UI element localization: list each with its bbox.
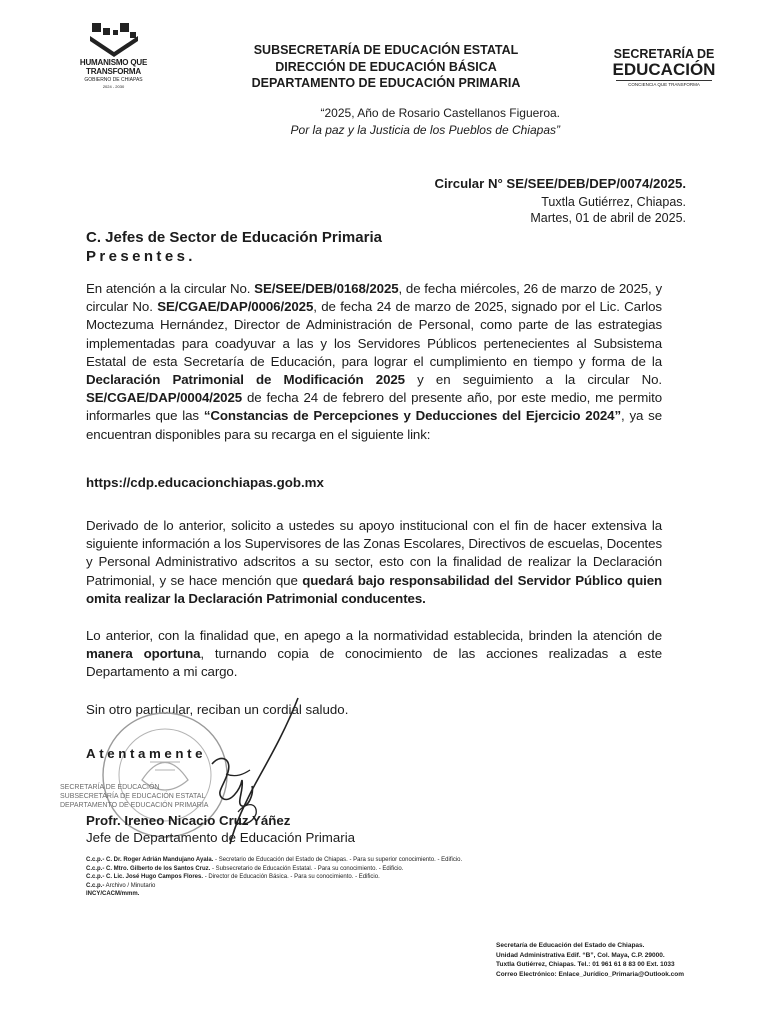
body-paragraph-2 bbox=[86, 517, 662, 608]
text-run: Lo anterior, con la finalidad que, en apego a la normatividad establecida, brinden la atención de bbox=[86, 628, 662, 643]
ccp-line bbox=[86, 873, 686, 882]
text-run: - Subsecretario de Educación Estatal. - Para su conocimiento. - Edificio. bbox=[210, 865, 404, 872]
signer-name: Profr. Ireneo Nicacio Cruz Yáñez bbox=[86, 813, 291, 828]
logo-right-line1: SECRETARÍA DE bbox=[613, 47, 715, 61]
text-run: - Director de Educación Básica. - Para su conocimiento. - Edificio. bbox=[203, 874, 380, 881]
logo-right-divider bbox=[616, 80, 712, 81]
bold-text-run: SE/CGAE/DAP/0006/2025 bbox=[157, 299, 314, 315]
footer-line2: Unidad Administrativa Edif. “B”, Col. Maya, C.P. 29000. bbox=[496, 951, 665, 959]
bold-text-run: INCY/CACM/mmm. bbox=[86, 891, 140, 898]
bold-text-run: manera oportuna bbox=[86, 646, 201, 662]
text-run: Derivado de lo anterior, solicito a ustedes su apoyo institucional con el fin de hacer extensiva la siguiente información a los Supervisores de las Zonas Escolares, Directivos de escuelas, Docentes y Personal Administrativo adscritos a su sector, esto con la finalidad de realizar la Declaración Patrimonial, y se hace mención que bbox=[86, 518, 662, 588]
text-run: - Secretario de Educación del Estado de Chiapas. - Para su superior conocimiento. - Edificio. bbox=[213, 857, 463, 863]
footer-line3: Tuxtla Gutiérrez, Chiapas. Tel.: 01 961 61 8 83 00 Ext. 1033 bbox=[496, 961, 675, 969]
ccp-line bbox=[86, 890, 686, 899]
stamp-line3: DEPARTAMENTO DE EDUCACIÓN PRIMARIA bbox=[60, 802, 209, 809]
footer-line1: Secretaría de Educación del Estado de Chiapas. bbox=[496, 942, 645, 949]
ccp-line bbox=[86, 882, 686, 891]
handwritten-signature bbox=[186, 694, 306, 854]
circular-city: Tuxtla Gutiérrez, Chiapas. bbox=[541, 195, 686, 209]
motto-line2: Por la paz y la Justicia de los Pueblos de Chiapas” bbox=[290, 123, 560, 137]
bold-text-run: SE/CGAE/DAP/0004/2025 bbox=[86, 390, 243, 406]
text-run: En atención a la circular No. bbox=[86, 281, 255, 296]
letterhead-title bbox=[218, 42, 554, 92]
circular-date: Martes, 01 de abril de 2025. bbox=[530, 211, 686, 225]
bold-text-run: “Constancias de Percepciones y Deducciones del Ejercicio 2024” bbox=[203, 408, 622, 424]
ccp-line bbox=[86, 865, 686, 874]
header-line2: DIRECCIÓN DE EDUCACIÓN BÁSICA bbox=[275, 59, 497, 74]
cdp-link: https://cdp.educacionchiapas.gob.mx bbox=[86, 475, 324, 490]
closing-line: Sin otro particular, reciban un cordial saludo. bbox=[86, 702, 349, 717]
logo-left-line4: 2024 - 2030 bbox=[102, 84, 125, 89]
logo-left-line3: GOBIERNO DE CHIAPAS bbox=[84, 77, 143, 83]
footer-contact bbox=[496, 941, 758, 979]
text-run: , de fecha miércoles, 26 de marzo de 2025, y circular No. bbox=[86, 281, 662, 315]
presentes: Presentes. bbox=[86, 248, 196, 265]
bold-text-run: C.c.p.- C. Mtro. Gilberto de los Santos Cruz. bbox=[86, 865, 211, 872]
carbon-copy-list bbox=[86, 856, 686, 899]
header-line3: DEPARTAMENTO DE EDUCACIÓN PRIMARIA bbox=[251, 76, 521, 90]
text-run: , de fecha 24 de marzo de 2025, signado por el Lic. Carlos Moctezuma Hernández, Director de Administración de Personal, como parte de las estrategias implementadas para coadyuvar a las y los Servidores Públicos pertenecientes al Subsistema Estatal de esta Secretaría de Educación, para lograr el cumplimiento en tiempo y forma de la bbox=[86, 299, 662, 369]
stamp-line2: SUBSECRETARÍA DE EDUCACIÓN ESTATAL bbox=[60, 793, 206, 800]
bold-text-run: C.c.p.- bbox=[86, 882, 105, 889]
logo-left-line1: HUMANISMO QUE bbox=[79, 58, 148, 67]
logo-right-line2: EDUCACIÓN bbox=[612, 60, 716, 79]
stamp-line1: SECRETARÍA DE EDUCACIÓN bbox=[60, 784, 160, 791]
text-run: , ya se encuentran disponibles para su recarga en el siguiente link: bbox=[86, 408, 662, 442]
bold-text-run: C.c.p.- C. Dr. Roger Adrián Mandujano Ayala. bbox=[86, 857, 214, 863]
secretaria-educacion-logo bbox=[608, 47, 720, 88]
body-paragraph-1 bbox=[86, 280, 662, 444]
motto-line1: “2025, Año de Rosario Castellanos Figueroa. bbox=[320, 106, 560, 120]
bold-text-run: Declaración Patrimonial de Modificación 2025 bbox=[86, 372, 405, 388]
bold-text-run: quedará bajo responsabilidad del Servidor Público quien omita realizar la Declaración Patrimonial conducentes. bbox=[86, 572, 663, 606]
text-run: Archivo / Minutario bbox=[104, 882, 156, 889]
ccp-line bbox=[86, 856, 686, 865]
footer-email: Correo Electrónico: Enlace_Jurídico_Primaria@Outlook.com bbox=[496, 970, 685, 978]
text-run: , turnando copia de conocimiento de las acciones realizadas a este Departamento a mi cargo. bbox=[86, 646, 662, 680]
atentamente: Atentamente bbox=[86, 746, 207, 761]
logo-right-line3: CONCIENCIA QUE TRANSFORMA bbox=[628, 82, 700, 87]
circular-number: Circular N° SE/SEE/DEB/DEP/0074/2025. bbox=[434, 176, 686, 191]
gobierno-chiapas-logo bbox=[66, 22, 161, 94]
header-line1: SUBSECRETARÍA DE EDUCACIÓN ESTATAL bbox=[253, 43, 519, 57]
text-run: y en seguimiento a la circular No. bbox=[404, 372, 662, 388]
logo-left-line2: TRANSFORMA bbox=[86, 67, 141, 76]
text-run: de fecha 24 de febrero del presente año, por este medio, me permito informarles que las bbox=[86, 390, 662, 424]
signer-title: Jefe de Departamento de Educación Primaria bbox=[86, 830, 356, 845]
body-paragraph-3 bbox=[86, 627, 662, 682]
bold-text-run: SE/SEE/DEB/0168/2025 bbox=[254, 281, 399, 296]
bold-text-run: C.c.p.- C. Lic. José Hugo Campos Flores. bbox=[86, 874, 204, 881]
recipient: C. Jefes de Sector de Educación Primaria bbox=[86, 229, 382, 246]
humanismo-emblem-icon bbox=[86, 22, 142, 58]
